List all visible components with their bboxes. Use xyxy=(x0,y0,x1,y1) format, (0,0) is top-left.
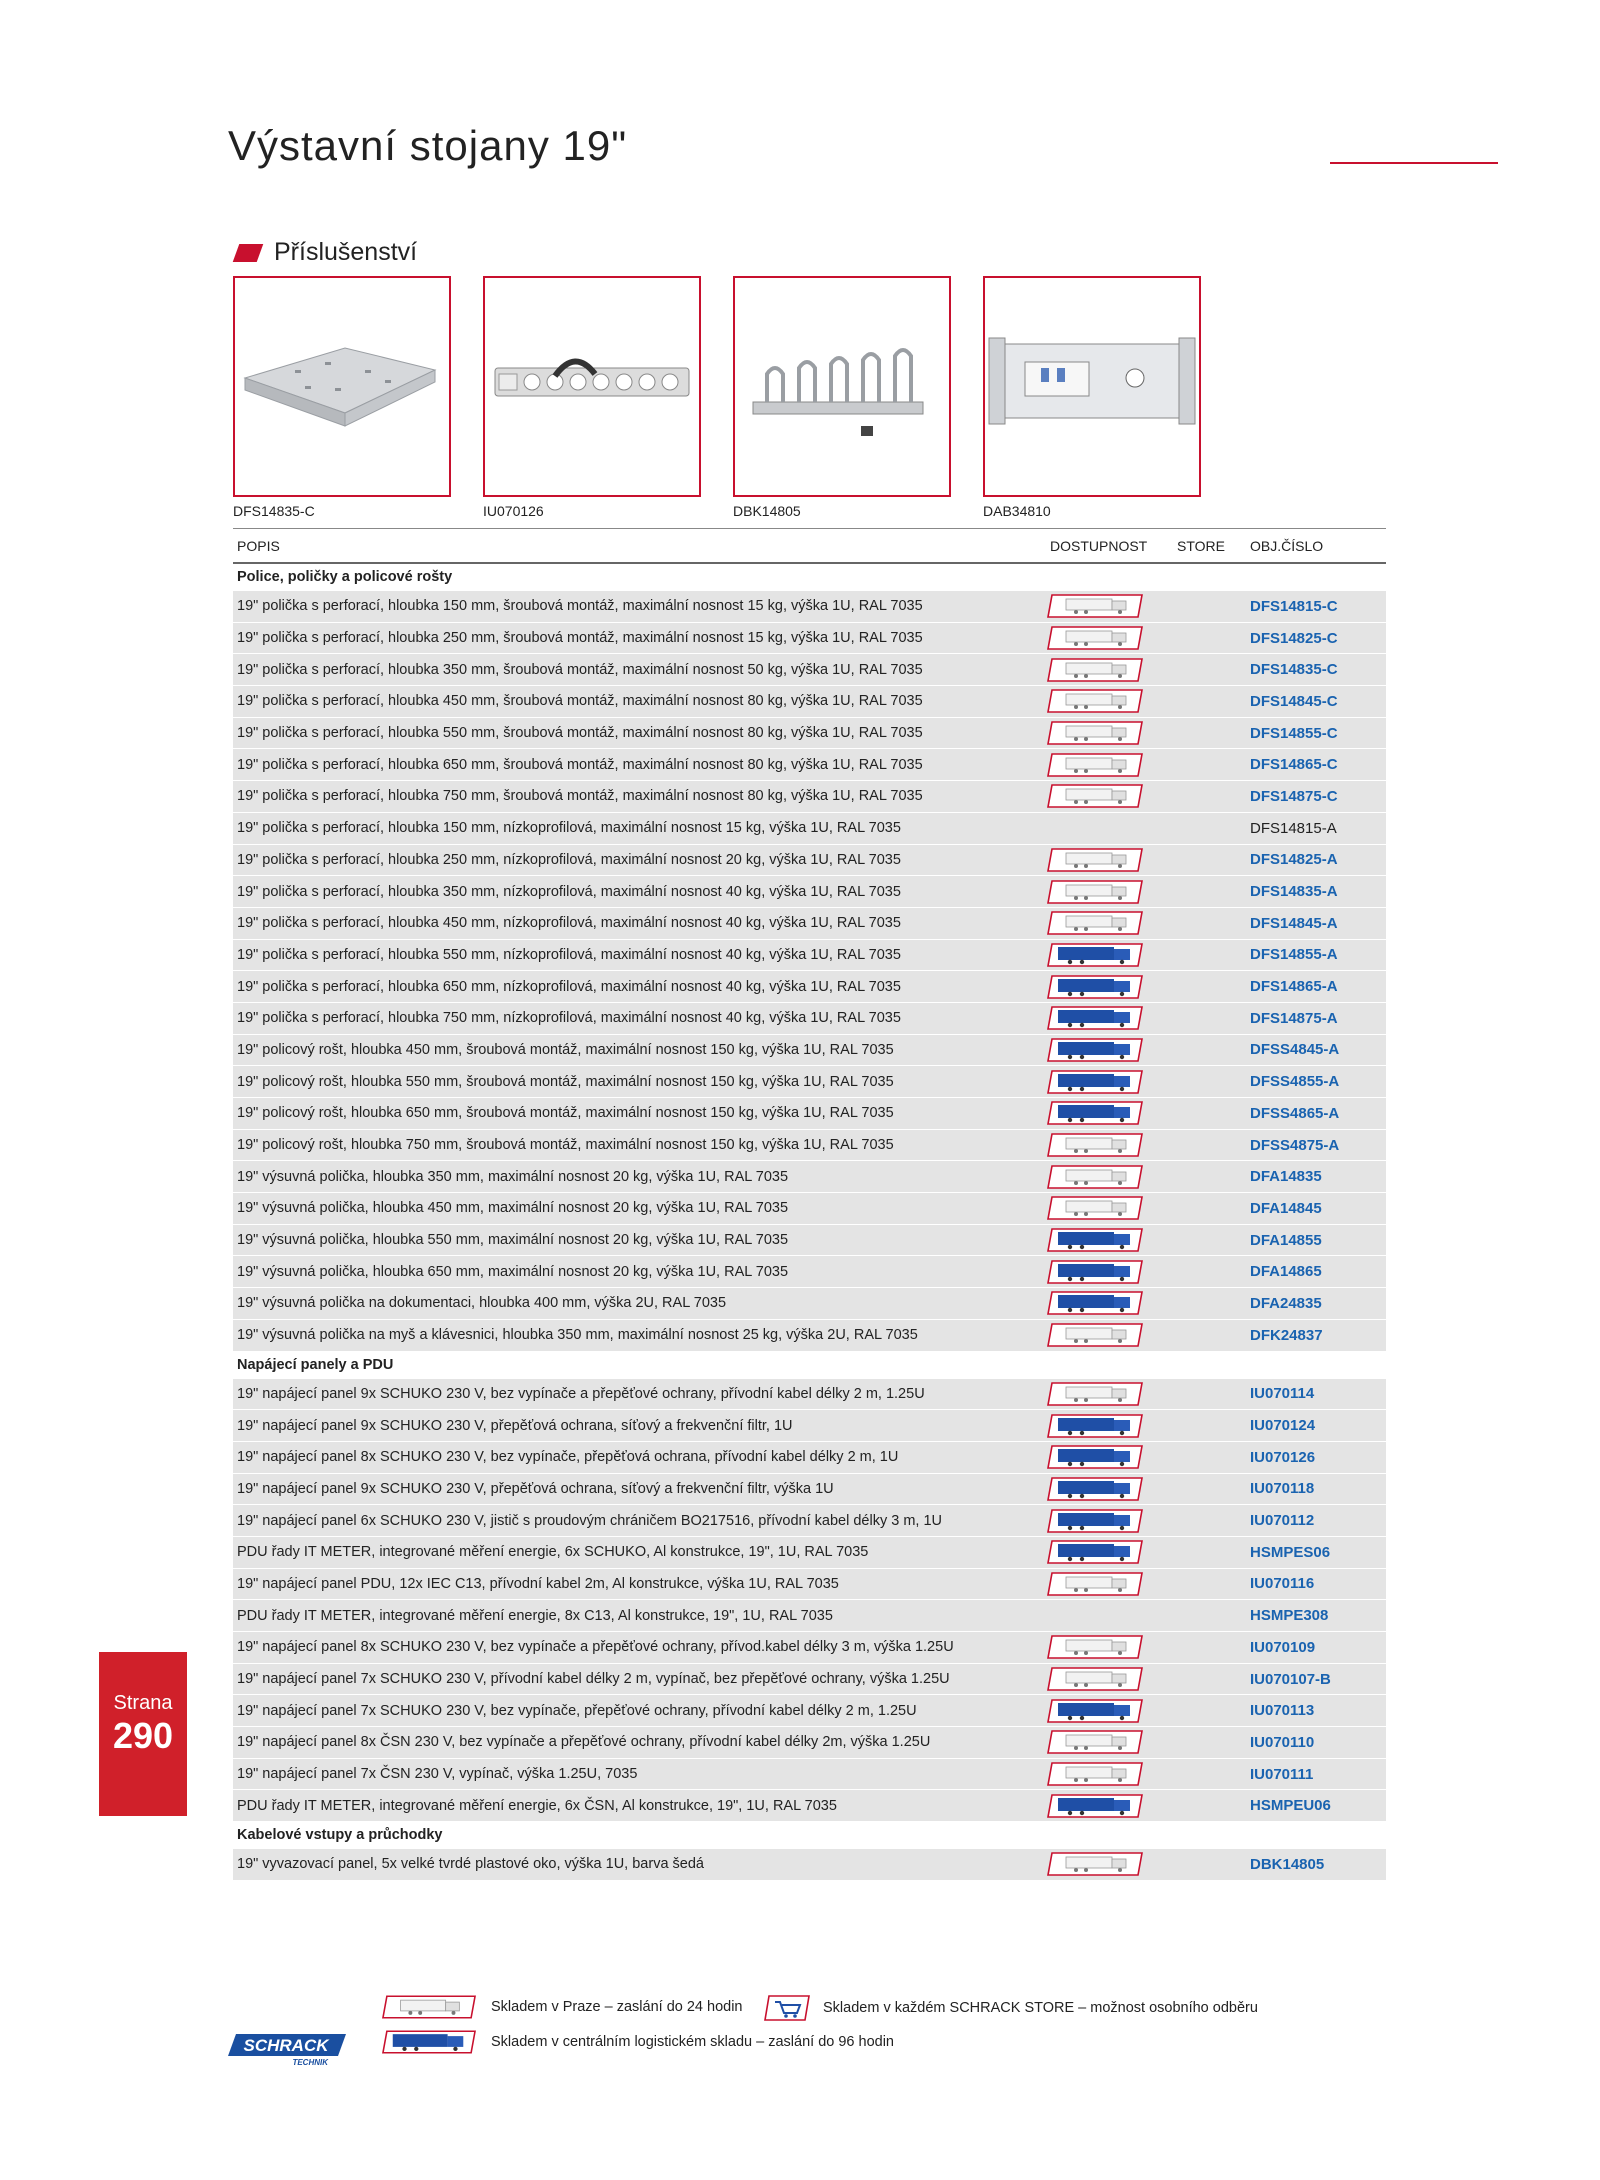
order-number[interactable]: IU070118 xyxy=(1246,1473,1386,1505)
header-obj-cislo: OBJ.ČÍSLO xyxy=(1246,529,1386,564)
order-number[interactable]: IU070110 xyxy=(1246,1727,1386,1759)
product-description: 19" napájecí panel 7x ČSN 230 V, vypínač, výška 1.25U, 7035 xyxy=(233,1758,1046,1790)
order-number[interactable]: IU070107-B xyxy=(1246,1663,1386,1695)
product-description: 19" polička s perforací, hloubka 650 mm, šroubová montáž, maximální nosnost 80 kg, výška 1U, RAL 7035 xyxy=(233,749,1046,781)
category-title: Kabelové vstupy a průchodky xyxy=(233,1822,1386,1849)
product-description: 19" polička s perforací, hloubka 550 mm, nízkoprofilová, maximální nosnost 40 kg, výška 1U, RAL 7035 xyxy=(233,939,1046,971)
store-cell xyxy=(1173,1473,1246,1505)
availability-cell xyxy=(1046,1727,1173,1759)
product-description: 19" napájecí panel 9x SCHUKO 230 V, přepěťová ochrana, síťový a frekvenční filtr, 1U xyxy=(233,1410,1046,1442)
table-row xyxy=(233,1319,1386,1351)
table-row xyxy=(233,1161,1386,1193)
order-number[interactable]: DFSS4855-A xyxy=(1246,1066,1386,1098)
product-description: 19" polička s perforací, hloubka 250 mm, nízkoprofilová, maximální nosnost 20 kg, výška 1U, RAL 7035 xyxy=(233,844,1046,876)
product-description: 19" policový rošt, hloubka 450 mm, šroubová montáž, maximální nosnost 150 kg, výška 1U, RAL 7035 xyxy=(233,1034,1046,1066)
availability-cell xyxy=(1046,1256,1173,1288)
store-cell xyxy=(1173,1600,1246,1632)
cable-panel-image xyxy=(735,278,949,495)
table-row xyxy=(233,907,1386,939)
order-number[interactable]: HSMPES06 xyxy=(1246,1536,1386,1568)
availability-cell xyxy=(1046,1066,1173,1098)
shelf-image xyxy=(235,278,449,495)
availability-cell xyxy=(1046,1790,1173,1822)
page-tab-label: Strana xyxy=(113,1692,173,1714)
table-row xyxy=(233,1002,1386,1034)
white-truck-icon xyxy=(1046,1729,1144,1755)
cart-icon xyxy=(763,1994,811,2022)
white-truck-icon xyxy=(1046,688,1144,714)
order-number[interactable]: IU070126 xyxy=(1246,1441,1386,1473)
store-cell xyxy=(1173,1256,1246,1288)
legend-central-text: Skladem v centrálním logistickém skladu – zaslání do 96 hodin xyxy=(491,2034,894,2050)
table-row xyxy=(233,1536,1386,1568)
store-cell xyxy=(1173,622,1246,654)
order-number[interactable]: DFS14865-C xyxy=(1246,749,1386,781)
white-truck-icon xyxy=(1046,593,1144,619)
order-number[interactable]: HSMPE308 xyxy=(1246,1600,1386,1632)
store-cell xyxy=(1173,1505,1246,1537)
section-heading xyxy=(236,238,417,267)
store-cell xyxy=(1173,749,1246,781)
header-store: STORE xyxy=(1173,529,1246,564)
white-truck-icon xyxy=(1046,1851,1144,1877)
header-popis: POPIS xyxy=(233,529,1046,564)
category-row xyxy=(233,1351,1386,1378)
table-row xyxy=(233,686,1386,718)
product-description: 19" napájecí panel 6x SCHUKO 230 V, jistič s proudovým chráničem BO217516, přívodní kabel délky 3 m, 1U xyxy=(233,1505,1046,1537)
product-description: PDU řady IT METER, integrované měření energie, 8x C13, Al konstrukce, 19", 1U, RAL 7035 xyxy=(233,1600,1046,1632)
order-number[interactable]: DFS14855-C xyxy=(1246,717,1386,749)
table-row xyxy=(233,1758,1386,1790)
blue-truck-icon xyxy=(1046,1069,1144,1095)
order-number[interactable]: DFSS4865-A xyxy=(1246,1098,1386,1130)
page-number: 290 xyxy=(112,1715,174,1756)
availability-cell xyxy=(1046,1098,1173,1130)
availability-cell xyxy=(1046,1288,1173,1320)
order-number[interactable]: DFS14825-A xyxy=(1246,844,1386,876)
logo-subtext: TECHNIK xyxy=(292,2058,328,2066)
store-cell xyxy=(1173,686,1246,718)
store-cell xyxy=(1173,1161,1246,1193)
table-row xyxy=(233,812,1386,844)
thumbnail-distribution-box xyxy=(983,276,1201,497)
store-cell xyxy=(1173,1098,1246,1130)
store-cell xyxy=(1173,876,1246,908)
product-description: 19" výsuvná polička, hloubka 450 mm, maximální nosnost 20 kg, výška 1U, RAL 7035 xyxy=(233,1193,1046,1225)
product-description: 19" vyvazovací panel, 5x velké tvrdé plastové oko, výška 1U, barva šedá xyxy=(233,1849,1046,1881)
availability-cell xyxy=(1046,1568,1173,1600)
white-truck-icon xyxy=(1046,1164,1144,1190)
availability-cell xyxy=(1046,907,1173,939)
blue-truck-icon xyxy=(1046,1037,1144,1063)
blue-truck-icon xyxy=(1046,1476,1144,1502)
availability-cell xyxy=(1046,1002,1173,1034)
product-description: 19" polička s perforací, hloubka 650 mm, nízkoprofilová, maximální nosnost 40 kg, výška 1U, RAL 7035 xyxy=(233,971,1046,1003)
table-header xyxy=(233,529,1386,564)
legend-prague xyxy=(381,1994,742,2020)
order-number[interactable]: DFS14845-C xyxy=(1246,686,1386,718)
table-row xyxy=(233,1727,1386,1759)
availability-cell xyxy=(1046,844,1173,876)
order-number[interactable]: DFK24837 xyxy=(1246,1319,1386,1351)
order-number[interactable]: DFSS4875-A xyxy=(1246,1129,1386,1161)
white-truck-icon xyxy=(1046,752,1144,778)
table-row xyxy=(233,1663,1386,1695)
blue-truck-icon xyxy=(1046,1413,1144,1439)
thumbnail-shelf xyxy=(233,276,451,497)
order-number[interactable]: DFS14875-C xyxy=(1246,781,1386,813)
table-row xyxy=(233,939,1386,971)
order-number[interactable]: IU070124 xyxy=(1246,1410,1386,1442)
order-number[interactable]: DFS14815-A xyxy=(1246,812,1386,844)
product-description: 19" policový rošt, hloubka 550 mm, šroubová montáž, maximální nosnost 150 kg, výška 1U, RAL 7035 xyxy=(233,1066,1046,1098)
table-row xyxy=(233,844,1386,876)
product-description: 19" napájecí panel 7x SCHUKO 230 V, bez vypínače, přepěťové ochrany, přívodní kabel délky 2 m, 1.25U xyxy=(233,1695,1046,1727)
white-truck-icon xyxy=(1046,879,1144,905)
product-description: 19" polička s perforací, hloubka 250 mm, šroubová montáž, maximální nosnost 15 kg, výška 1U, RAL 7035 xyxy=(233,622,1046,654)
availability-cell xyxy=(1046,1319,1173,1351)
availability-cell xyxy=(1046,591,1173,623)
availability-cell xyxy=(1046,717,1173,749)
availability-cell xyxy=(1046,1193,1173,1225)
table-row xyxy=(233,1441,1386,1473)
product-description: 19" výsuvná polička, hloubka 650 mm, maximální nosnost 20 kg, výška 1U, RAL 7035 xyxy=(233,1256,1046,1288)
availability-cell xyxy=(1046,749,1173,781)
order-number[interactable]: IU070109 xyxy=(1246,1632,1386,1664)
store-cell xyxy=(1173,1002,1246,1034)
order-number[interactable]: DFS14835-A xyxy=(1246,876,1386,908)
product-description: 19" napájecí panel PDU, 12x IEC C13, přívodní kabel 2m, Al konstrukce, výška 1U, RAL 7035 xyxy=(233,1568,1046,1600)
table-row xyxy=(233,876,1386,908)
store-cell xyxy=(1173,1319,1246,1351)
availability-cell xyxy=(1046,1505,1173,1537)
table-row xyxy=(233,1695,1386,1727)
white-truck-icon xyxy=(1046,783,1144,809)
white-truck-icon xyxy=(1046,1666,1144,1692)
thumbnail-code: DAB34810 xyxy=(983,503,1051,519)
white-truck-icon xyxy=(1046,657,1144,683)
product-description: 19" napájecí panel 9x SCHUKO 230 V, přepěťová ochrana, síťový a frekvenční filtr, výška 1U xyxy=(233,1473,1046,1505)
store-cell xyxy=(1173,1441,1246,1473)
store-cell xyxy=(1173,1632,1246,1664)
thumbnail-code: DBK14805 xyxy=(733,503,801,519)
product-description: 19" policový rošt, hloubka 650 mm, šroubová montáž, maximální nosnost 150 kg, výška 1U, RAL 7035 xyxy=(233,1098,1046,1130)
order-number[interactable]: IU070112 xyxy=(1246,1505,1386,1537)
order-number[interactable]: HSMPEU06 xyxy=(1246,1790,1386,1822)
store-cell xyxy=(1173,1066,1246,1098)
store-cell xyxy=(1173,1727,1246,1759)
white-truck-icon xyxy=(1046,1634,1144,1660)
table-row xyxy=(233,749,1386,781)
distribution-box-image xyxy=(985,278,1199,495)
product-description: 19" napájecí panel 8x SCHUKO 230 V, bez vypínače, přepěťová ochrana, přívodní kabel délky 2 m, 1U xyxy=(233,1441,1046,1473)
order-number[interactable]: DFA24835 xyxy=(1246,1288,1386,1320)
store-cell xyxy=(1173,1790,1246,1822)
order-number[interactable]: DFA14865 xyxy=(1246,1256,1386,1288)
product-description: 19" napájecí panel 8x SCHUKO 230 V, bez vypínače a přepěťové ochrany, přívod.kabel délky 3 m, výška 1.25U xyxy=(233,1632,1046,1664)
product-description: 19" napájecí panel 9x SCHUKO 230 V, bez vypínače a přepěťové ochrany, přívodní kabel délky 2 m, 1.25U xyxy=(233,1378,1046,1410)
blue-truck-icon xyxy=(1046,1539,1144,1565)
blue-truck-icon xyxy=(1046,1444,1144,1470)
table-row xyxy=(233,1256,1386,1288)
order-number[interactable]: DFS14875-A xyxy=(1246,1002,1386,1034)
table-row xyxy=(233,1378,1386,1410)
product-description: 19" výsuvná polička, hloubka 550 mm, maximální nosnost 20 kg, výška 1U, RAL 7035 xyxy=(233,1224,1046,1256)
page-title: Výstavní stojany 19" xyxy=(228,122,628,169)
order-number[interactable]: DFS14865-A xyxy=(1246,971,1386,1003)
table-row xyxy=(233,1632,1386,1664)
store-cell xyxy=(1173,1849,1246,1881)
white-truck-icon xyxy=(1046,720,1144,746)
store-cell xyxy=(1173,1129,1246,1161)
blue-truck-icon xyxy=(1046,1698,1144,1724)
legend-prague-text: Skladem v Praze – zaslání do 24 hodin xyxy=(491,1999,743,2015)
table-row xyxy=(233,1790,1386,1822)
store-cell xyxy=(1173,717,1246,749)
blue-truck-icon xyxy=(1046,1259,1144,1285)
product-description: 19" napájecí panel 7x SCHUKO 230 V, přívodní kabel délky 2 m, vypínač, bez přepěťové ochrany, výška 1.25U xyxy=(233,1663,1046,1695)
availability-cell xyxy=(1046,1161,1173,1193)
availability-cell xyxy=(1046,876,1173,908)
category-row xyxy=(233,1822,1386,1849)
store-cell xyxy=(1173,1695,1246,1727)
product-description: 19" policový rošt, hloubka 750 mm, šroubová montáž, maximální nosnost 150 kg, výška 1U, RAL 7035 xyxy=(233,1129,1046,1161)
product-description: PDU řady IT METER, integrované měření energie, 6x ČSN, Al konstrukce, 19", 1U, RAL 7035 xyxy=(233,1790,1046,1822)
store-cell xyxy=(1173,1034,1246,1066)
availability-cell xyxy=(1046,1663,1173,1695)
store-cell xyxy=(1173,1536,1246,1568)
blue-truck-icon xyxy=(1046,942,1144,968)
availability-cell xyxy=(1046,939,1173,971)
white-truck-icon xyxy=(1046,625,1144,651)
table-row xyxy=(233,1129,1386,1161)
white-truck-icon xyxy=(1046,1761,1144,1787)
store-cell xyxy=(1173,1224,1246,1256)
table-row xyxy=(233,622,1386,654)
table-row xyxy=(233,1098,1386,1130)
store-cell xyxy=(1173,591,1246,623)
category-title: Napájecí panely a PDU xyxy=(233,1351,1386,1378)
table-row xyxy=(233,717,1386,749)
availability-cell xyxy=(1046,812,1173,844)
availability-cell xyxy=(1046,1536,1173,1568)
availability-cell xyxy=(1046,622,1173,654)
store-cell xyxy=(1173,654,1246,686)
title-rule xyxy=(1330,162,1498,164)
availability-cell xyxy=(1046,1224,1173,1256)
availability-cell xyxy=(1046,654,1173,686)
table-row xyxy=(233,781,1386,813)
logo-text: SCHRACK xyxy=(243,2036,329,2055)
table-row xyxy=(233,1505,1386,1537)
availability-cell xyxy=(1046,1632,1173,1664)
table-row xyxy=(233,1193,1386,1225)
order-number[interactable]: DFA14845 xyxy=(1246,1193,1386,1225)
table-row xyxy=(233,1288,1386,1320)
product-description: PDU řady IT METER, integrované měření energie, 6x SCHUKO, Al konstrukce, 19", 1U, RAL 7035 xyxy=(233,1536,1046,1568)
category-row xyxy=(233,563,1386,591)
store-cell xyxy=(1173,1758,1246,1790)
product-description: 19" napájecí panel 8x ČSN 230 V, bez vypínače a přepěťové ochrany, přívodní kabel délky 2m, výška 1.25U xyxy=(233,1727,1046,1759)
order-number[interactable]: DFA14835 xyxy=(1246,1161,1386,1193)
legend-central xyxy=(381,2029,894,2055)
schrack-logo xyxy=(228,2032,348,2066)
table-row xyxy=(233,1568,1386,1600)
store-cell xyxy=(1173,812,1246,844)
store-cell xyxy=(1173,1568,1246,1600)
order-number[interactable]: IU070116 xyxy=(1246,1568,1386,1600)
table-row xyxy=(233,1034,1386,1066)
header-dostupnost: DOSTUPNOST xyxy=(1046,529,1173,564)
order-number[interactable]: IU070111 xyxy=(1246,1758,1386,1790)
store-cell xyxy=(1173,1288,1246,1320)
table-row xyxy=(233,1600,1386,1632)
product-table xyxy=(233,528,1386,1881)
store-cell xyxy=(1173,939,1246,971)
blue-truck-icon xyxy=(1046,1227,1144,1253)
order-number[interactable]: DFS14835-C xyxy=(1246,654,1386,686)
availability-cell xyxy=(1046,1600,1173,1632)
store-cell xyxy=(1173,844,1246,876)
store-cell xyxy=(1173,1663,1246,1695)
store-cell xyxy=(1173,1193,1246,1225)
category-title: Police, poličky a policové rošty xyxy=(233,563,1386,591)
product-description: 19" polička s perforací, hloubka 750 mm, šroubová montáž, maximální nosnost 80 kg, výška 1U, RAL 7035 xyxy=(233,781,1046,813)
availability-cell xyxy=(1046,1129,1173,1161)
availability-cell xyxy=(1046,781,1173,813)
product-description: 19" výsuvná polička na myš a klávesnici, hloubka 350 mm, maximální nosnost 25 kg, výška 2U, RAL 7035 xyxy=(233,1319,1046,1351)
order-number[interactable]: DFS14825-C xyxy=(1246,622,1386,654)
white-truck-icon xyxy=(1046,910,1144,936)
blue-truck-icon xyxy=(1046,974,1144,1000)
page-tab xyxy=(99,1652,187,1816)
product-description: 19" výsuvná polička, hloubka 350 mm, maximální nosnost 20 kg, výška 1U, RAL 7035 xyxy=(233,1161,1046,1193)
section-marker xyxy=(233,244,264,262)
product-description: 19" polička s perforací, hloubka 450 mm, nízkoprofilová, maximální nosnost 40 kg, výška 1U, RAL 7035 xyxy=(233,907,1046,939)
store-cell xyxy=(1173,1378,1246,1410)
availability-cell xyxy=(1046,1473,1173,1505)
order-number[interactable]: DFS14855-A xyxy=(1246,939,1386,971)
table-body xyxy=(233,563,1386,1880)
thumbnail-code: IU070126 xyxy=(483,503,544,519)
availability-cell xyxy=(1046,1695,1173,1727)
thumbnail-cable-panel xyxy=(733,276,951,497)
order-number[interactable]: DFSS4845-A xyxy=(1246,1034,1386,1066)
order-number[interactable]: DFA14855 xyxy=(1246,1224,1386,1256)
product-description: 19" polička s perforací, hloubka 150 mm, šroubová montáž, maximální nosnost 15 kg, výška 1U, RAL 7035 xyxy=(233,591,1046,623)
product-description: 19" výsuvná polička na dokumentaci, hloubka 400 mm, výška 2U, RAL 7035 xyxy=(233,1288,1046,1320)
product-description: 19" polička s perforací, hloubka 750 mm, nízkoprofilová, maximální nosnost 40 kg, výška 1U, RAL 7035 xyxy=(233,1002,1046,1034)
order-number[interactable]: DFS14815-C xyxy=(1246,591,1386,623)
table-row xyxy=(233,1849,1386,1881)
blue-truck-icon xyxy=(1046,1290,1144,1316)
availability-cell xyxy=(1046,1441,1173,1473)
thumbnail-code: DFS14835-C xyxy=(233,503,315,519)
white-truck-icon xyxy=(1046,1195,1144,1221)
table-row xyxy=(233,654,1386,686)
white-truck-icon xyxy=(381,1994,477,2020)
order-number[interactable]: IU070114 xyxy=(1246,1378,1386,1410)
availability-cell xyxy=(1046,1034,1173,1066)
power-strip-image xyxy=(485,278,699,495)
blue-truck-icon xyxy=(1046,1508,1144,1534)
store-cell xyxy=(1173,781,1246,813)
availability-cell xyxy=(1046,971,1173,1003)
blue-truck-icon xyxy=(1046,1100,1144,1126)
order-number[interactable]: DBK14805 xyxy=(1246,1849,1386,1881)
blue-truck-icon xyxy=(1046,1793,1144,1819)
section-title: Příslušenství xyxy=(274,238,418,266)
availability-cell xyxy=(1046,1378,1173,1410)
order-number[interactable]: DFS14845-A xyxy=(1246,907,1386,939)
store-cell xyxy=(1173,907,1246,939)
white-truck-icon xyxy=(1046,1322,1144,1348)
table-row xyxy=(233,1473,1386,1505)
white-truck-icon xyxy=(1046,1381,1144,1407)
blue-truck-icon xyxy=(1046,1005,1144,1031)
store-cell xyxy=(1173,971,1246,1003)
table-row xyxy=(233,1066,1386,1098)
product-description: 19" polička s perforací, hloubka 550 mm, šroubová montáž, maximální nosnost 80 kg, výška 1U, RAL 7035 xyxy=(233,717,1046,749)
product-description: 19" polička s perforací, hloubka 450 mm, šroubová montáž, maximální nosnost 80 kg, výška 1U, RAL 7035 xyxy=(233,686,1046,718)
table-row xyxy=(233,1410,1386,1442)
availability-cell xyxy=(1046,686,1173,718)
thumbnail-power-strip xyxy=(483,276,701,497)
table-row xyxy=(233,1224,1386,1256)
legend-store xyxy=(763,1994,1258,2022)
product-description: 19" polička s perforací, hloubka 350 mm, nízkoprofilová, maximální nosnost 40 kg, výška 1U, RAL 7035 xyxy=(233,876,1046,908)
availability-cell xyxy=(1046,1849,1173,1881)
availability-cell xyxy=(1046,1758,1173,1790)
store-cell xyxy=(1173,1410,1246,1442)
blue-truck-icon xyxy=(381,2029,477,2055)
table-row xyxy=(233,591,1386,623)
product-description: 19" polička s perforací, hloubka 350 mm, šroubová montáž, maximální nosnost 50 kg, výška 1U, RAL 7035 xyxy=(233,654,1046,686)
legend-store-text: Skladem v každém SCHRACK STORE – možnost osobního odběru xyxy=(823,2000,1258,2016)
white-truck-icon xyxy=(1046,1571,1144,1597)
white-truck-icon xyxy=(1046,847,1144,873)
order-number[interactable]: IU070113 xyxy=(1246,1695,1386,1727)
availability-cell xyxy=(1046,1410,1173,1442)
product-description: 19" polička s perforací, hloubka 150 mm, nízkoprofilová, maximální nosnost 15 kg, výška 1U, RAL 7035 xyxy=(233,812,1046,844)
white-truck-icon xyxy=(1046,1132,1144,1158)
table-row xyxy=(233,971,1386,1003)
